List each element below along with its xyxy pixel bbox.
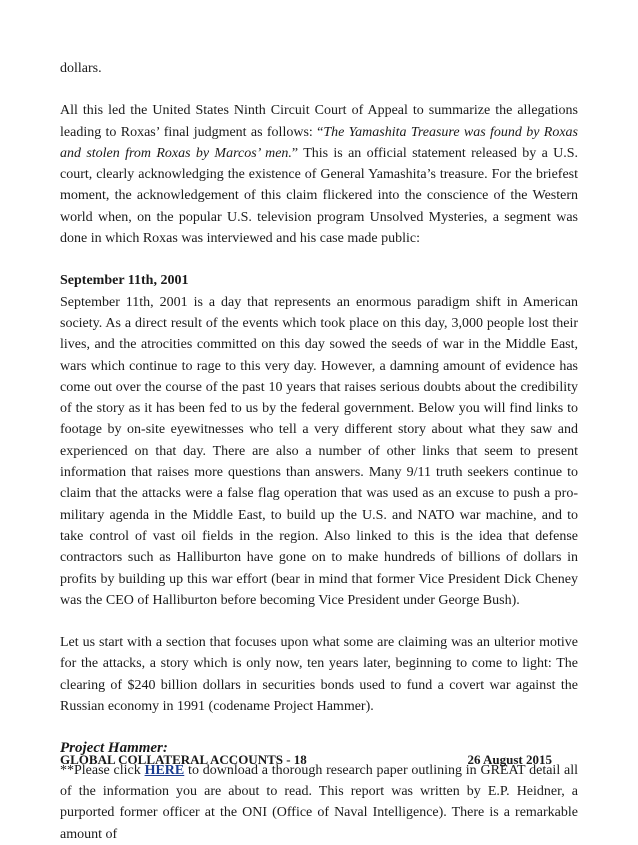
footer-document-title: GLOBAL COLLATERAL ACCOUNTS - 18 bbox=[60, 752, 307, 767]
document-body bbox=[60, 58, 578, 845]
footer-date: 26 August 2015 bbox=[467, 752, 552, 767]
paragraph-gap bbox=[60, 717, 578, 738]
download-here-link[interactable]: HERE bbox=[144, 762, 185, 778]
paragraph-roxas bbox=[60, 100, 578, 249]
paragraph-ulterior-motive: Let us start with a section that focuses upon what some are claiming was an ulterior motive for the attacks, a story which is only now, ten years later, beginning to come to light: The clearing of $240 billion dollars in securities bonds used to fund a covert war against the Russian economy in 1991 (codename Project Hammer). bbox=[60, 635, 578, 715]
paragraph-continuation: dollars. bbox=[60, 61, 102, 76]
page-footer bbox=[60, 752, 552, 768]
paragraph-roxas-text-end: ” This is an official statement released by a U.S. court, clearly acknowledging the existence of General Yamashita’s treasure. For the briefest moment, the acknowledgement of this claim flickered into the conscience of the Western world when, on the popular U.S. television program Unsolved Mysteries, a segment was done in which Roxas was interviewed and his case made public: bbox=[60, 145, 578, 247]
paragraph-sept11: September 11th, 2001 is a day that represents an enormous paradigm shift in American society. As a direct result of the events which took place on this day, 3,000 people lost their lives, and the atrocities committed on this day sowed the seeds of war in the Middle East, wars which continue to rage to this very day. However, a damning amount of evidence has come out over the course of the past 10 years that raises serious doubts about the credibility of the story as it has been fed to us by the federal government. Below you will find links to footage by on-site eyewitnesses who tell a very different story about what they saw and experienced on that day. There are also a number of other links that seem to present information that raises more questions than answers. Many 9/11 truth seekers continue to claim that the attacks were a false flag operation that was used as an excuse to push a pro-military agenda in the Middle East, to build up the U.S. and NATO war machine, and to take control of vast oil fields in the region. Also linked to this is the idea that defense contractors such as Halliburton have gone on to make hundreds of billions of dollars in profits by building up this war effort (bear in mind that former Vice President Dick Cheney was the CEO of Halliburton before becoming Vice President under George Bush). bbox=[60, 294, 578, 608]
paragraph-project-hammer bbox=[60, 760, 578, 845]
section-heading-project-hammer: Project Hammer: bbox=[60, 740, 168, 757]
paragraph-project-hammer-text-end: to download a thorough research paper outlining in GREAT detail all of the information you are about to read. This report was written by E.P. Heidner, a purported former officer at the ONI (Office of Naval Intelligence). There is a remarkable amount of bbox=[60, 762, 579, 842]
paragraph-gap bbox=[60, 611, 578, 632]
paragraph-roxas-text: All this led the United States Ninth Circuit Court of Appeal to summarize the allegations leading to Roxas’ final judgment as follows: “ bbox=[60, 103, 578, 140]
paragraph-project-hammer-text: **Please click bbox=[60, 762, 145, 778]
court-quote: The Yamashita Treasure was found by Roxas and stolen from Roxas by Marcos’ men. bbox=[60, 124, 578, 161]
paragraph-gap bbox=[60, 79, 578, 100]
section-heading-sept11: September 11th, 2001 bbox=[60, 273, 189, 289]
paragraph-gap bbox=[60, 249, 578, 270]
